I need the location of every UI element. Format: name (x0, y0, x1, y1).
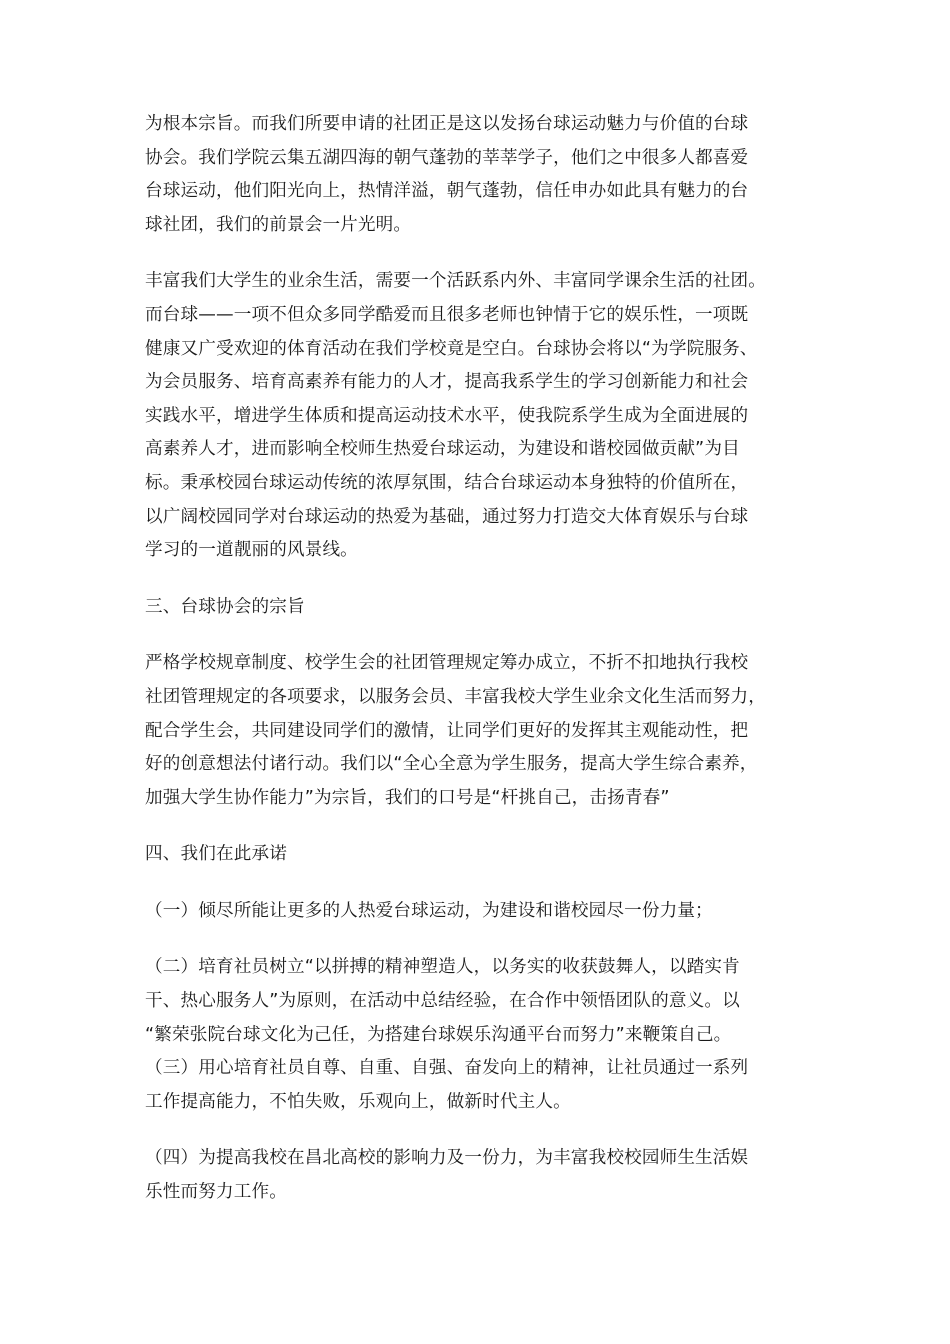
heading-text: 四、我们在此承诺 (145, 844, 287, 865)
text-line: 为会员服务、培育高素养有能力的人才，提高我系学生的学习创新能力和社会 (145, 372, 749, 393)
commitment-item-4 (145, 1142, 815, 1209)
text-line: 实践水平，增进学生体质和提高运动技术水平，使我院系学生成为全面进展的 (145, 405, 749, 426)
paragraph-enrich-life (145, 265, 815, 567)
text-line: （二）培育社员树立“以拼搏的精神塑造人，以务实的收获鼓舞人，以踏实肯 (145, 957, 740, 978)
text-line: 高素养人才，进而影响全校师生热爱台球运动，为建设和谐校园做贡献”为目 (145, 439, 740, 460)
text-line: （一）倾尽所能让更多的人热爱台球运动，为建设和谐校园尽一份力量； (145, 900, 713, 921)
text-line: （三）用心培育社员自尊、自重、自强、奋发向上的精神，让社员通过一系列 (145, 1058, 749, 1079)
text-line: 加强大学生协作能力”为宗旨，我们的口号是“杆挑自己，击扬青春” (145, 787, 670, 808)
text-line: 学习的一道靓丽的风景线。 (145, 540, 358, 561)
section-heading-commitment (145, 838, 815, 872)
text-line: 社团管理规定的各项要求，以服务会员、丰富我校大学生业余文化生活而努力， (145, 686, 767, 707)
paragraph-purpose (145, 647, 815, 815)
text-line: 严格学校规章制度、校学生会的社团管理规定筹办成立，不折不扣地执行我校 (145, 653, 749, 674)
text-line: 以广阔校园同学对台球运动的热爱为基础，通过努力打造交大体育娱乐与台球 (145, 506, 749, 527)
text-line: 球社团，我们的前景会一片光明。 (145, 214, 412, 235)
text-line: 标。秉承校园台球运动传统的浓厚氛围，结合台球运动本身独特的价值所在， (145, 472, 749, 493)
paragraph-mission-continued (145, 108, 815, 242)
document-page (145, 108, 815, 1210)
text-line: 乐性而努力工作。 (145, 1182, 287, 1203)
text-line: 台球运动，他们阳光向上，热情洋溢，朝气蓬勃，信任申办如此具有魅力的台 (145, 181, 749, 202)
text-line: （四）为提高我校在昌北高校的影响力及一份力，为丰富我校校园师生生活娱 (145, 1148, 749, 1169)
text-line: 而台球——一项不但众多同学酷爱而且很多老师也钟情于它的娱乐性，一项既 (145, 304, 749, 325)
text-line: 健康又广受欢迎的体育活动在我们学校竟是空白。台球协会将以“为学院服务、 (145, 338, 758, 359)
text-line: 好的创意想法付诸行动。我们以“全心全意为学生服务，提高大学生综合素养， (145, 754, 758, 775)
text-line: 干、热心服务人”为原则，在活动中总结经验，在合作中领悟团队的意义。以 (145, 991, 740, 1012)
text-line: 为根本宗旨。而我们所要申请的社团正是这以发扬台球运动魅力与价值的台球 (145, 114, 749, 134)
text-line: 协会。我们学院云集五湖四海的朝气蓬勃的莘莘学子，他们之中很多人都喜爱 (145, 147, 749, 168)
section-heading-purpose (145, 591, 815, 625)
commitment-item-3 (145, 1052, 815, 1119)
heading-text: 三、台球协会的宗旨 (145, 596, 305, 617)
text-line: “繁荣张院台球文化为己任，为搭建台球娱乐沟通平台而努力”来鞭策自己。 (145, 1024, 732, 1045)
text-line: 丰富我们大学生的业余生活，需要一个活跃系内外、丰富同学课余生活的社团。 (145, 271, 767, 292)
commitment-item-1 (145, 895, 815, 929)
commitment-item-2 (145, 951, 815, 1052)
text-line: 工作提高能力，不怕失败，乐观向上，做新时代主人。 (145, 1091, 571, 1112)
text-line: 配合学生会，共同建设同学们的激情，让同学们更好的发挥其主观能动性，把 (145, 720, 749, 741)
